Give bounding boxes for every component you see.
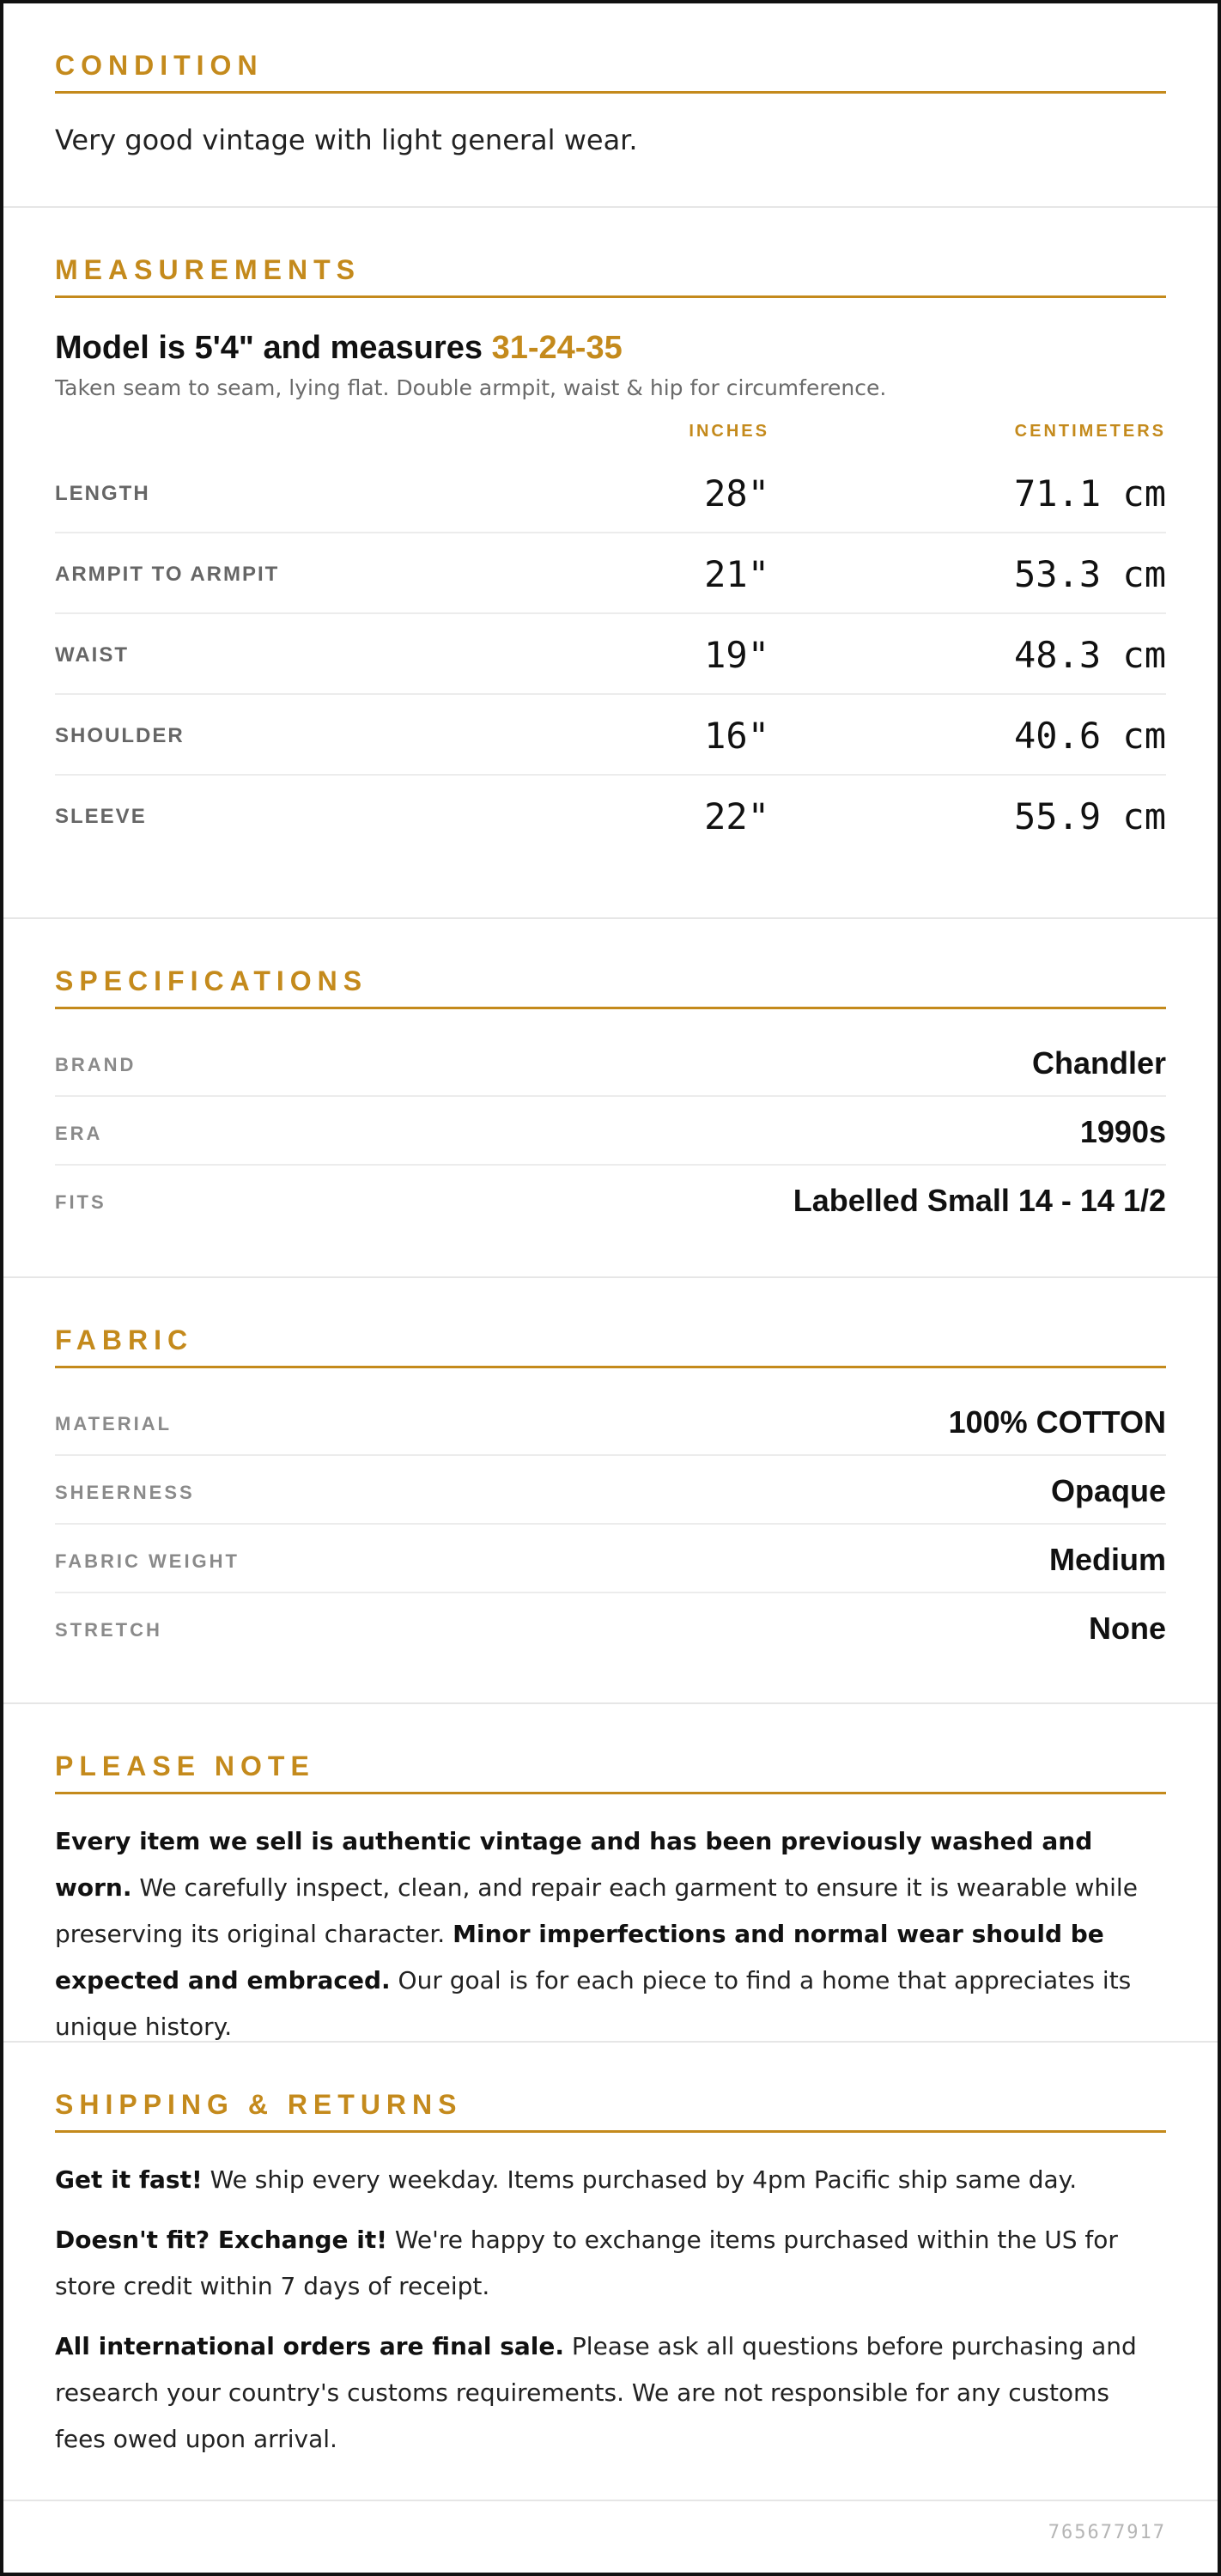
measurement-label: ARMPIT TO ARMPIT xyxy=(55,563,280,586)
please-note-section xyxy=(3,1704,1218,2043)
condition-section xyxy=(3,3,1218,208)
centimeters-column-header: CENTIMETERS xyxy=(1014,422,1166,441)
please-note-text xyxy=(55,1818,1166,2050)
spec-row-fits xyxy=(55,1166,1166,1234)
measurement-row xyxy=(55,776,1166,856)
measurement-cm: 48.3 cm xyxy=(1013,634,1166,676)
fabric-value: None xyxy=(1089,1611,1166,1646)
spec-value: Labelled Small 14 - 14 1/2 xyxy=(793,1183,1166,1218)
fabric-row-material xyxy=(55,1387,1166,1456)
measurement-row xyxy=(55,453,1166,533)
note-bold-1: Every item we sell is authentic vintage and has been previously washed and worn. xyxy=(55,1827,1093,1902)
specifications-title: SPECIFICATIONS xyxy=(55,964,1166,1009)
model-prefix: Model is 5'4" and measures xyxy=(55,330,492,366)
measurement-table xyxy=(55,453,1166,856)
fabric-value: Opaque xyxy=(1050,1473,1166,1508)
measurement-label: WAIST xyxy=(55,643,129,667)
measurement-cm: 40.6 cm xyxy=(1013,715,1166,757)
fabric-row-sheerness xyxy=(55,1456,1166,1525)
measurement-label: SLEEVE xyxy=(55,805,147,828)
measurement-row xyxy=(55,695,1166,776)
note-text-2: Our goal is for each piece to find a home that appreciates its unique history. xyxy=(55,1966,1132,2041)
fabric-label: STRETCH xyxy=(55,1619,162,1641)
spec-value: Chandler xyxy=(1031,1045,1166,1081)
shipping-text-3: Please ask all questions before purchasing and research your country's customs requirements. We are not responsible for any customs fees owed upon arrival. xyxy=(55,2332,1137,2453)
measurement-inches: 22" xyxy=(704,795,769,837)
fabric-section xyxy=(3,1278,1218,1704)
measurement-header xyxy=(55,403,1166,453)
fabric-value: 100% COTTON xyxy=(948,1404,1166,1440)
specifications-list xyxy=(55,1028,1166,1234)
condition-text: Very good vintage with light general wear. xyxy=(55,124,638,156)
shipping-text-2: We're happy to exchange items purchased within the US for store credit within 7 days of receipt. xyxy=(55,2226,1118,2300)
sku-number: 765677917 xyxy=(1048,2522,1166,2543)
fabric-list xyxy=(55,1387,1166,1662)
measurement-label: LENGTH xyxy=(55,482,150,505)
condition-title: CONDITION xyxy=(55,48,1166,94)
spec-value: 1990s xyxy=(1079,1114,1166,1149)
measurement-inches: 16" xyxy=(704,715,769,757)
shipping-paragraph-2 xyxy=(55,2217,1166,2310)
specifications-section xyxy=(3,919,1218,1278)
spec-row-brand xyxy=(55,1028,1166,1097)
shipping-bold-2: Doesn't fit? Exchange it! xyxy=(55,2226,387,2254)
fabric-label: SHEERNESS xyxy=(55,1482,195,1503)
spec-label: FITS xyxy=(55,1191,106,1213)
model-measures: 31-24-35 xyxy=(491,330,623,366)
note-text-1: We carefully inspect, clean, and repair each garment to ensure it is wearable while preserving its original character. xyxy=(55,1873,1138,1948)
model-info xyxy=(55,327,1166,368)
measurement-inches: 21" xyxy=(704,553,769,595)
inches-column-header: INCHES xyxy=(689,422,769,441)
spec-label: ERA xyxy=(55,1123,103,1144)
shipping-section xyxy=(3,2043,1218,2501)
fabric-title: FABRIC xyxy=(55,1323,1166,1368)
shipping-bold-3: All international orders are final sale. xyxy=(55,2332,565,2360)
measurement-cm: 53.3 cm xyxy=(1013,553,1166,595)
measurements-section xyxy=(3,208,1218,919)
shipping-title: SHIPPING & RETURNS xyxy=(55,2087,1166,2133)
shipping-paragraph-1 xyxy=(55,2157,1166,2203)
fabric-label: MATERIAL xyxy=(55,1413,173,1434)
shipping-text-1: We ship every weekday. Items purchased by 4pm Pacific ship same day. xyxy=(202,2165,1078,2194)
measurements-title: MEASUREMENTS xyxy=(55,253,1166,298)
measurement-label: SHOULDER xyxy=(55,724,185,747)
measurement-inches: 19" xyxy=(704,634,769,676)
fabric-row-weight xyxy=(55,1525,1166,1593)
shipping-bold-1: Get it fast! xyxy=(55,2165,203,2194)
measurement-inches: 28" xyxy=(704,472,769,515)
spec-label: BRAND xyxy=(55,1054,137,1075)
fabric-row-stretch xyxy=(55,1593,1166,1662)
fabric-label: FABRIC WEIGHT xyxy=(55,1550,240,1572)
fabric-value: Medium xyxy=(1048,1542,1166,1577)
please-note-title: PLEASE NOTE xyxy=(55,1749,1166,1794)
measurement-note: Taken seam to seam, lying flat. Double armpit, waist & hip for circumference. xyxy=(55,375,887,400)
shipping-paragraph-3 xyxy=(55,2323,1166,2463)
note-bold-2: Minor imperfections and normal wear should be expected and embraced. xyxy=(55,1920,1104,1994)
measurement-cm: 55.9 cm xyxy=(1013,795,1166,837)
measurement-row xyxy=(55,533,1166,614)
spec-row-era xyxy=(55,1097,1166,1166)
measurement-row xyxy=(55,614,1166,695)
measurement-cm: 71.1 cm xyxy=(1013,472,1166,515)
